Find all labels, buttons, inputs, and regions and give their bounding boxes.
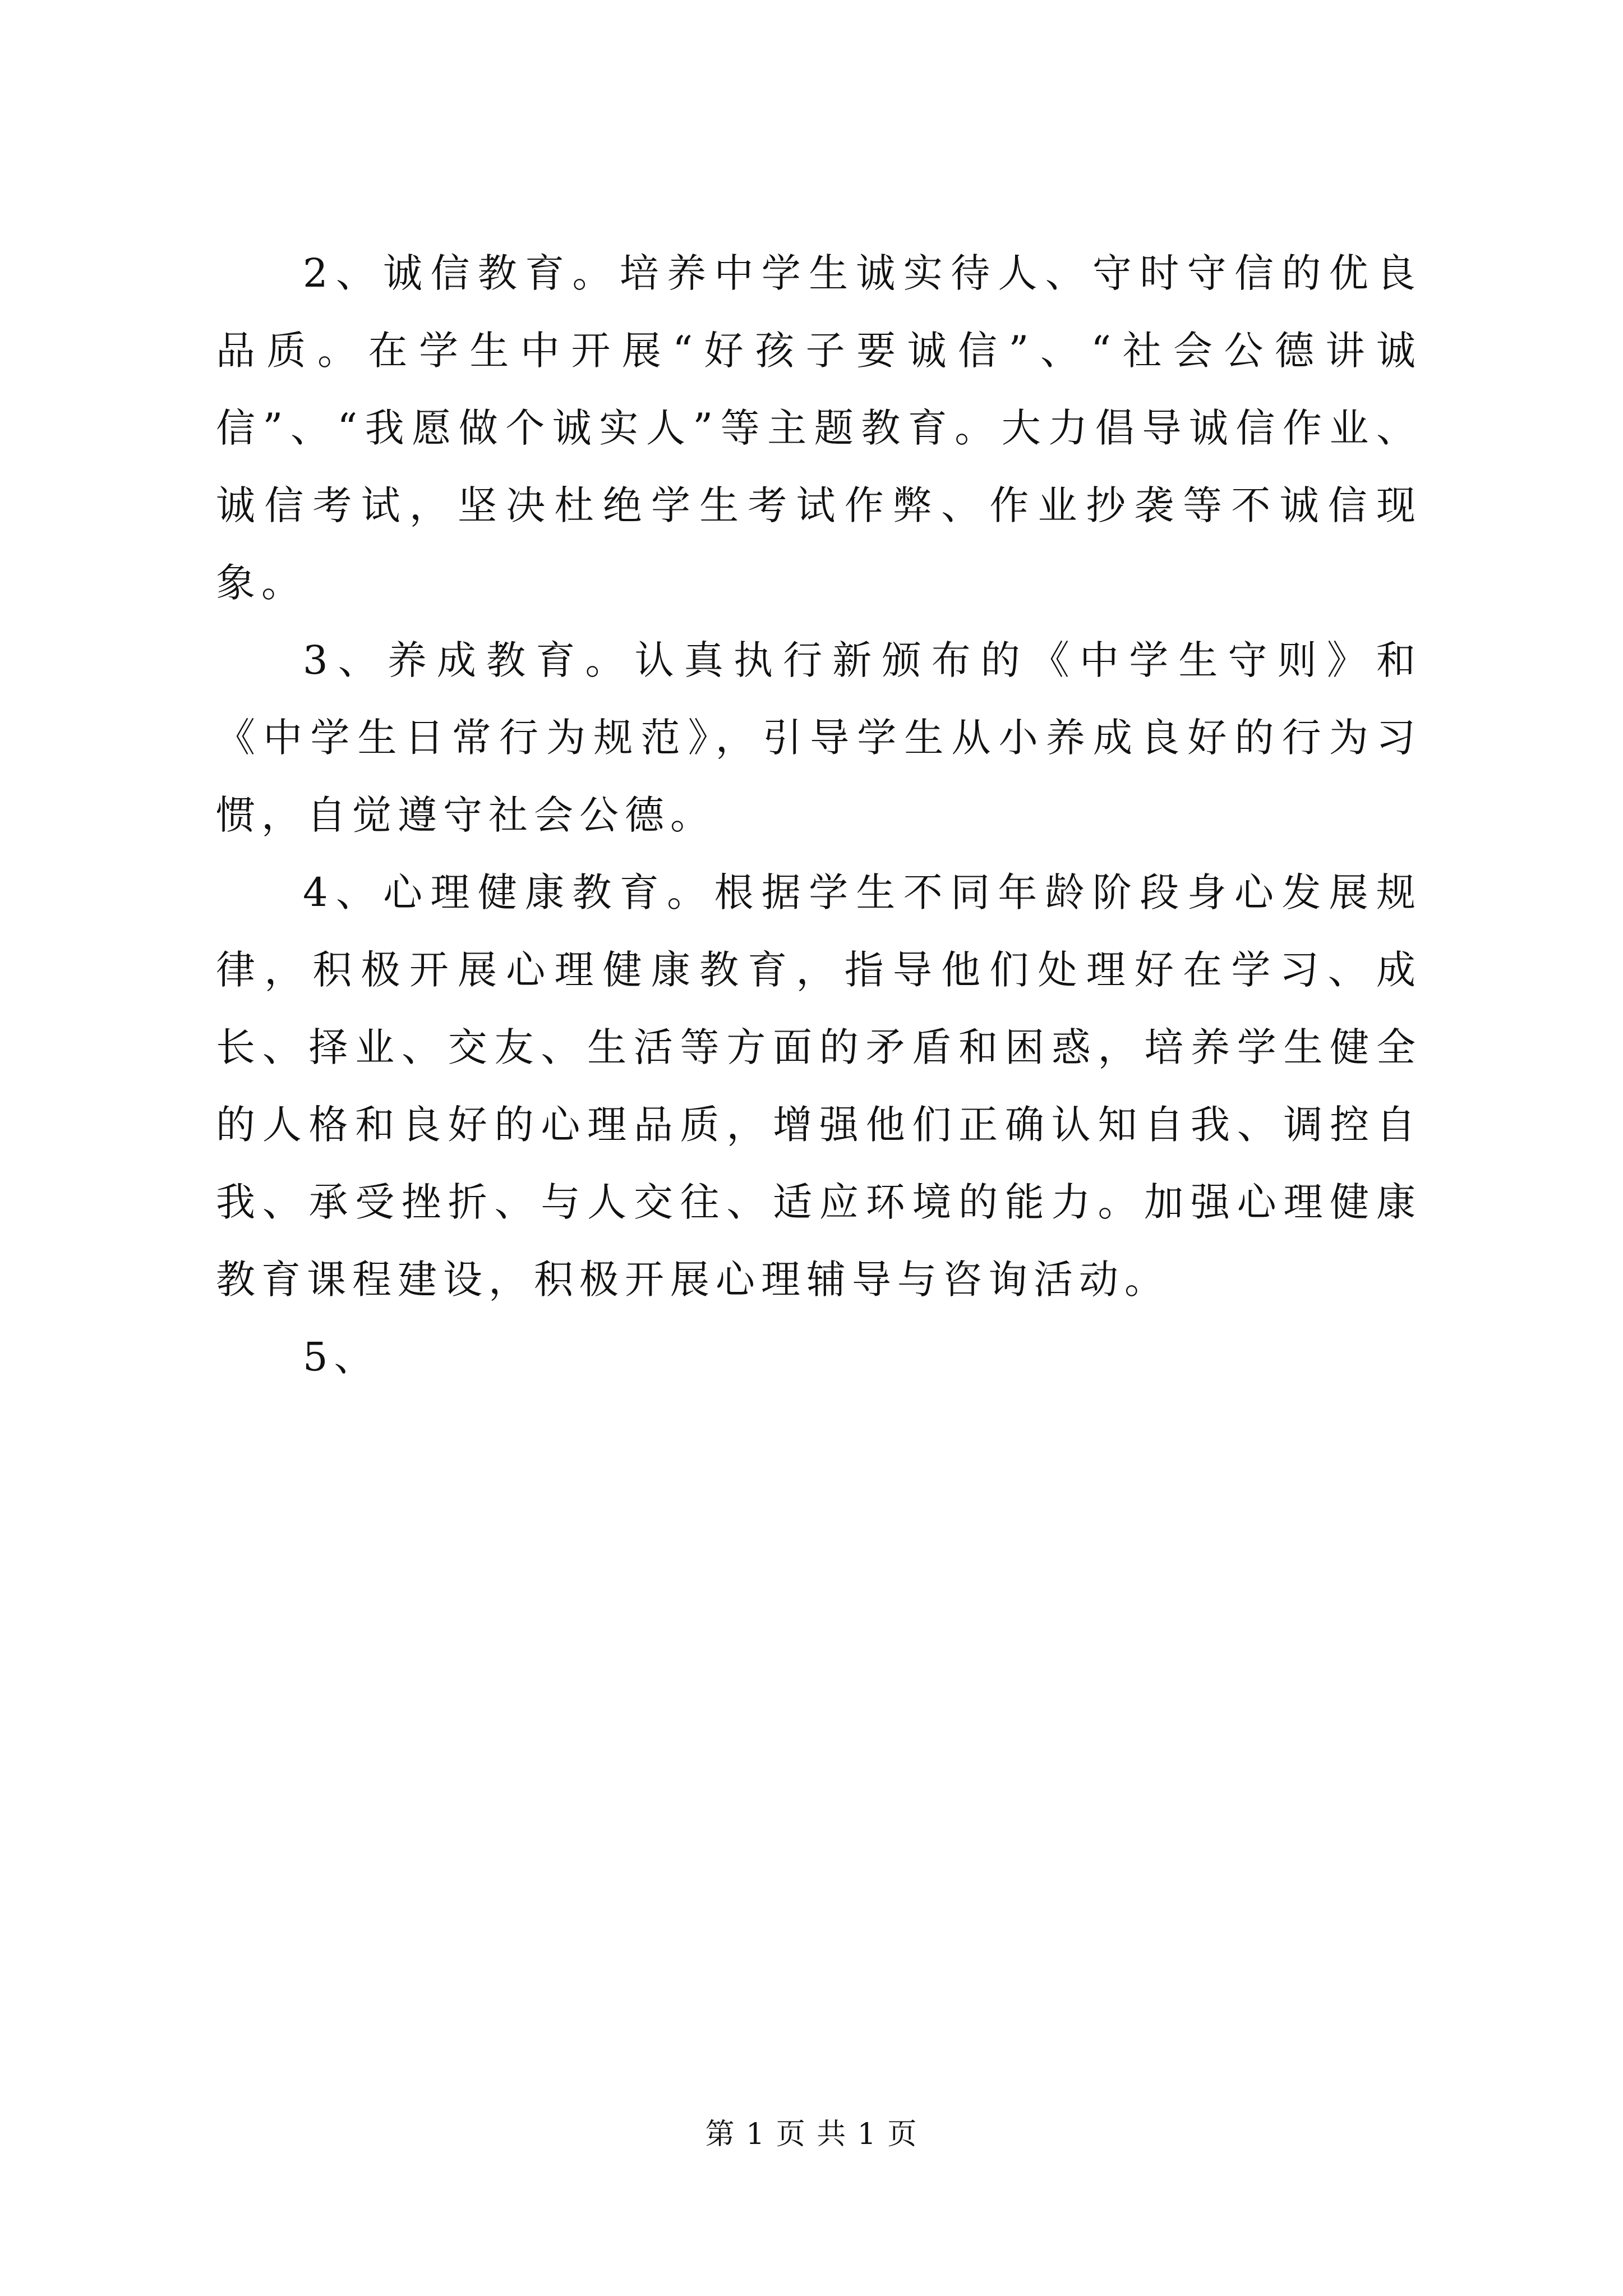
paragraph-item-5: 5、 [303,1334,380,1380]
paragraph-integrity-education: 2、诚信教育。培养中学生诚实待人、守时守信的优良品质。在学生中开展“好孩子要诚信”、“社会公德讲诚信”、“我愿做个诚实人”等主题教育。大力倡导诚信作业、诚信考试，坚决杜绝学生考试作弊、作业抄袭等不诚信现象。 [216,250,1422,606]
page-footer: 第 1 页 共 1 页 [705,2118,918,2151]
document-body [216,234,1422,1396]
paragraph-mental-health-education: 4、心理健康教育。根据学生不同年龄阶段身心发展规律，积极开展心理健康教育，指导他们处理好在学习、成长、择业、交友、生活等方面的矛盾和困惑，培养学生健全的人格和良好的心理品质，增强他们正确认知自我、调控自我、承受挫折、与人交往、适应环境的能力。加强心理健康教育课程建设，积极开展心理辅导与咨询活动。 [216,869,1422,1303]
paragraph-habit-education: 3、养成教育。认真执行新颁布的《中学生守则》和《中学生日常行为规范》，引导学生从小养成良好的行为习惯，自觉遵守社会公德。 [216,637,1422,838]
